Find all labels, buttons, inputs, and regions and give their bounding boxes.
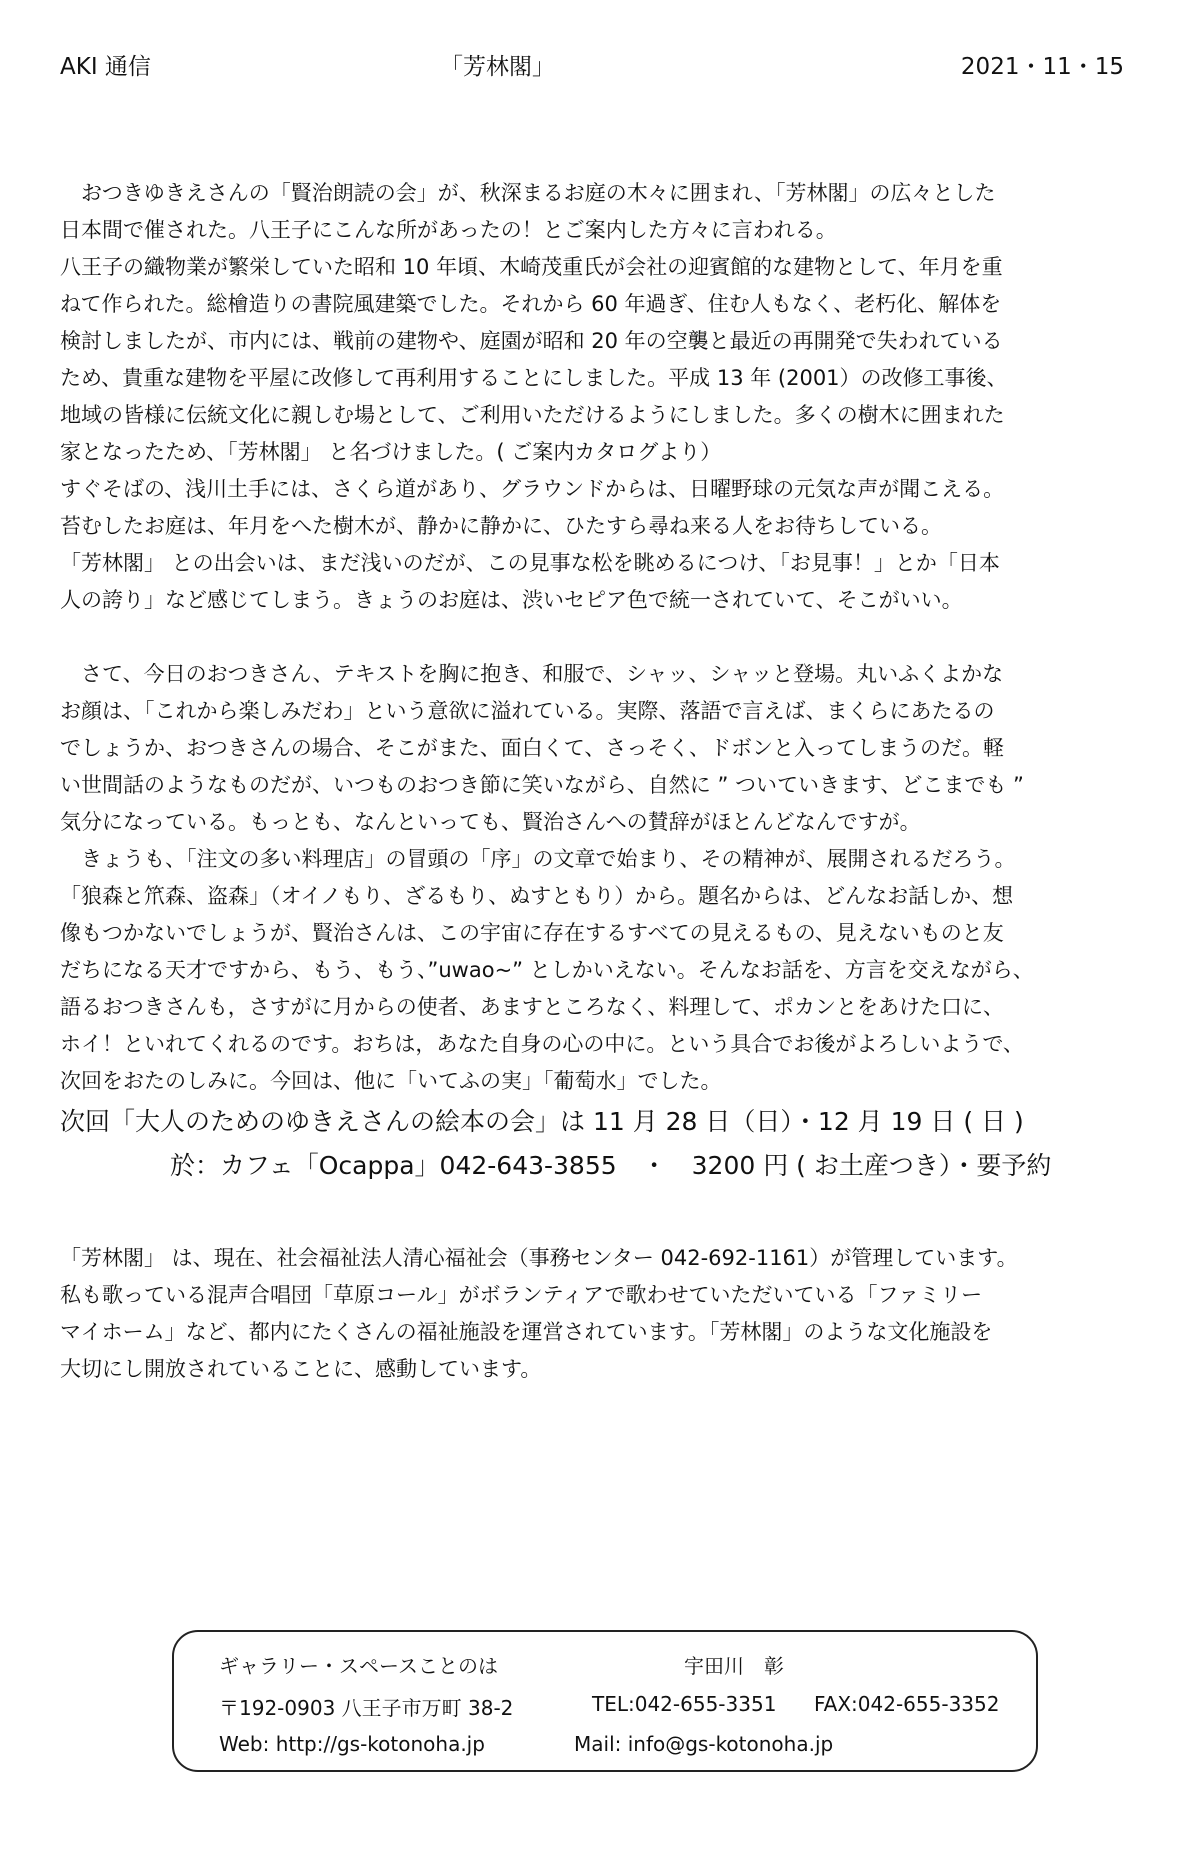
text-line: きょうも、「注文の多い料理店」の冒頭の「序」の文章で始まり、その精神が、展開されるだろう。 [60, 847, 1016, 871]
text-line: 家となったため、「芳林閣」 と名づけました。( ご案内カタログより） [60, 440, 722, 464]
phone-number: TEL:042-655-3351 [592, 1692, 777, 1716]
postal-address: 〒192-0903 八王子市万町 38-2 [219, 1696, 514, 1720]
text-line: 検討しましたが、市内には、戦前の建物や、庭園が昭和 20 年の空襲と最近の再開発で失われている [60, 329, 1003, 353]
text-line: おつきゆきえさんの「賢治朗読の会」が、秋深まるお庭の木々に囲まれ、「芳林閣」の広々とした [60, 181, 996, 205]
newsletter-name: AKI 通信 [60, 54, 151, 80]
text-line: 地域の皆様に伝統文化に親しむ場として、ご利用いただけるようにしました。多くの樹木に囲まれた [60, 403, 1005, 427]
fax-number: FAX:042-655-3352 [814, 1692, 1000, 1716]
gallery-name: ギャラリー・スペースことのは [219, 1654, 498, 1678]
next-event [60, 1100, 1140, 1188]
page-header [60, 48, 1124, 88]
text-line: さて、今日のおつきさん、テキストを胸に抱き、和服で、シャッ、シャッと登場。丸いふくよかな [60, 662, 1004, 686]
text-line: 八王子の織物業が繁栄していた昭和 10 年頃、木崎茂重氏が会社の迎賓館的な建物として、年月を重 [60, 255, 1003, 279]
text-line: お顔は、「これから楽しみだわ」という意欲に溢れている。実際、落語で言えば、まくらにあたるの [60, 699, 995, 723]
text-line: すぐそばの、浅川土手には、さくら道があり、グラウンドからは、日曜野球の元気な声が聞こえる。 [60, 477, 1005, 501]
page-title: 「芳林閣」 [440, 54, 555, 80]
email-link[interactable]: Mail: info@gs-kotonoha.jp [574, 1732, 834, 1756]
paragraph-3 [60, 1240, 1140, 1388]
contact-box [172, 1630, 1038, 1772]
blank-line [60, 619, 1140, 656]
text-line: 苔むしたお庭は、年月をへた樹木が、静かに静かに、ひたすら尋ね来る人をお待ちしている。 [60, 514, 942, 538]
text-line: 気分になっている。もっとも、なんといっても、賢治さんへの賛辞がほとんどなんですが。 [60, 810, 921, 834]
text-line: 「芳林閣」 との出会いは、まだ浅いのだが、この見事な松を眺めるにつけ、「お見事！」とか「日本 [60, 551, 1000, 575]
paragraph-2 [60, 656, 1140, 1100]
paragraph-1 [60, 175, 1140, 619]
article-body [60, 175, 1140, 1388]
text-line: 大切にし開放されていることに、感動しています。 [60, 1357, 542, 1381]
author-name: 宇田川 彰 [684, 1654, 784, 1678]
next-event-venue: 於：カフェ「Ocappa」042-643-3855 ・ 3200 円 ( お土産つき）・要予約 [170, 1151, 1052, 1180]
text-line: 次回をおたのしみに。今回は、他に「いてふの実」「葡萄水」でした。 [60, 1069, 722, 1093]
text-line: だちになる天才ですから、もう、もう、”uwao~” としかいえない。そんなお話を、方言を交えながら、 [60, 958, 1034, 982]
text-line: ねて作られた。総檜造りの書院風建築でした。それから 60 年過ぎ、住む人もなく、老朽化、解体を [60, 292, 1002, 316]
spacer [60, 1188, 1140, 1240]
next-event-title: 次回「大人のためのゆきえさんの絵本の会」は 11 月 28 日（日）・12 月 19 日 ( 日 ) [60, 1107, 1024, 1136]
text-line: ホイ！といれてくれるのです。おちは，あなた自身の心の中に。という具合でお後がよろしいようで、 [60, 1032, 1024, 1056]
issue-date: 2021・11・15 [960, 54, 1124, 80]
text-line: 像もつかないでしょうが、賢治さんは、この宇宙に存在するすべての見えるもの、見えないものと友 [60, 921, 1004, 945]
text-line: でしょうか、おつきさんの場合、そこがまた、面白くて、さっそく、ドボンと入ってしまうのだ。軽 [60, 736, 1004, 760]
text-line: い世間話のようなものだが、いつものおつき節に笑いながら、自然に ” ついていきます、どこまでも ” [60, 773, 1024, 797]
text-line: 私も歌っている混声合唱団「草原コール」がボランティアで歌わせていただいている「ファミリー [60, 1283, 983, 1307]
text-line: ため、貴重な建物を平屋に改修して再利用することにしました。平成 13 年 (2001）の改修工事後、 [60, 366, 1008, 390]
text-line: 「狼森と笊森、盗森」（オイノもり、ざるもり、ぬすともり）から。題名からは、どんなお話しか、想 [60, 884, 1014, 908]
text-line: 日本間で催された。八王子にこんな所があったの！とご案内した方々に言われる。 [60, 218, 837, 242]
text-line: 「芳林閣」 は、現在、社会福祉法人清心福祉会（事務センター 042-692-1161）が管理しています。 [60, 1246, 1018, 1270]
text-line: 語るおつきさんも，さすがに月からの使者、あますところなく、料理して、ポカンとをあけた口に、 [60, 995, 1004, 1019]
text-line: 人の誇り」など感じてしまう。きょうのお庭は、渋いセピア色で統一されていて、そこがいい。 [60, 588, 963, 612]
text-line: マイホーム」など、都内にたくさんの福祉施設を運営されています。「芳林閣」のような文化施設を [60, 1320, 993, 1344]
website-link[interactable]: Web: http://gs-kotonoha.jp [219, 1732, 485, 1756]
